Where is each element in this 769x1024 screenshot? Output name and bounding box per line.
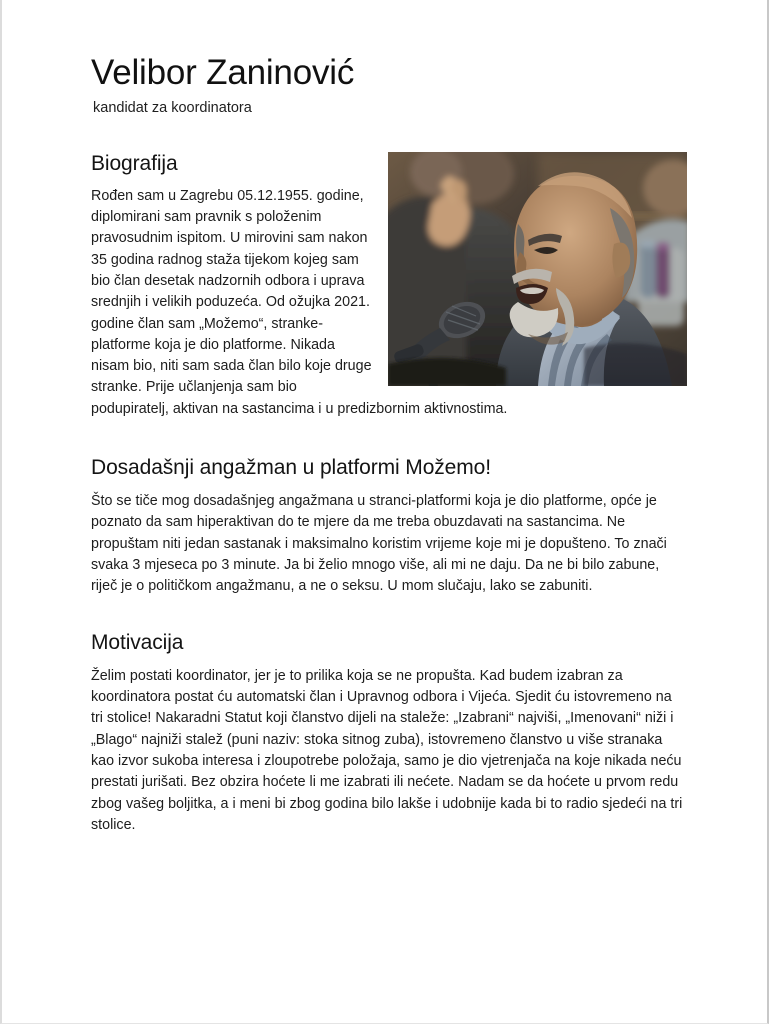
- section-paragraph-motivacija: Želim postati koordinator, jer je to prilika koja se ne propušta. Kad budem izabran za koordinatora postat ću automatski član i Upravnog odbora i Vijeća. Sjedit ću istovremeno na tri stolice! Nakaradni Statut koji članstvo dijeli na staleže: „Izabrani“ najviši, „Imenovani“ niži i „Blago“ najniži stalež (puni naziv: stoka sitnog zuba), istovremeno članstvo u više stranaka kao izvor sukoba interesa i zloupotrebe položaja, samo je dio vjetrenjača na koje nikada neću prestati jurišati. Bez obzira hoćete li me izabrati ili nećete. Nadam se da hoćete u prvom redu zbog vašeg boljitka, a i meni bi zbog godina bilo lakše i udobnije kada bi to radio sjedeći na tri stolice.: [91, 667, 683, 833]
- section-heading-dosadasnji-angazman: Dosadašnji angažman u platformi Možemo!: [91, 456, 491, 480]
- section-paragraph-dosadasnji-angazman: Što se tiče mog dosadašnjeg angažmana u stranci-platformi koja je dio platforme, opće je poznato da sam hiperaktivan do te mjere da me treba obuzdavati na sastancima. Ne propuštam niti jedan sastanak i maksimalno koristim vrijeme koje mi je dopušteno. To znači svaka 3 mjeseca po 3 minute. Ja bi želio mnogo više, ali mi ne daju. Da ne bi bilo zabune, riječ je o političkom angažmanu, a ne o seksu. U mom slučaju, lako se zabuniti.: [91, 493, 667, 595]
- document-content: [91, 54, 687, 836]
- section-heading-biografija: Biografija: [91, 151, 178, 175]
- page-subtitle: kandidat za koordinatora: [93, 99, 252, 116]
- candidate-photo: [388, 152, 687, 386]
- candidate-photo-image: [388, 152, 687, 386]
- section-heading-motivacija: Motivacija: [91, 630, 184, 654]
- section-dosadasnji-angazman: [91, 456, 687, 598]
- page-title: Velibor Zaninović: [91, 53, 355, 92]
- section-biografija: [91, 152, 687, 420]
- section-paragraph-biografija: Rođen sam u Zagrebu 05.12.1955. godine, diplomirani sam pravnik s položenim pravosudnim ispitom. U mirovini sam nakon 35 godina radnog staža tijekom kojeg sam bio član desetak nadzornih odbora i uprava srednjih i velikih poduzeća. Od ožujka 2021. godine član sam „Možemo“, stranke-platforme koja je dio platforme. Nikada nisam bio, niti sam sada član bilo koje druge stranke. Prije učlanjenja sam bio podupiratelj, aktivan na sastancima i u predizbornim aktivnostima.: [91, 187, 508, 417]
- section-motivacija: [91, 631, 687, 837]
